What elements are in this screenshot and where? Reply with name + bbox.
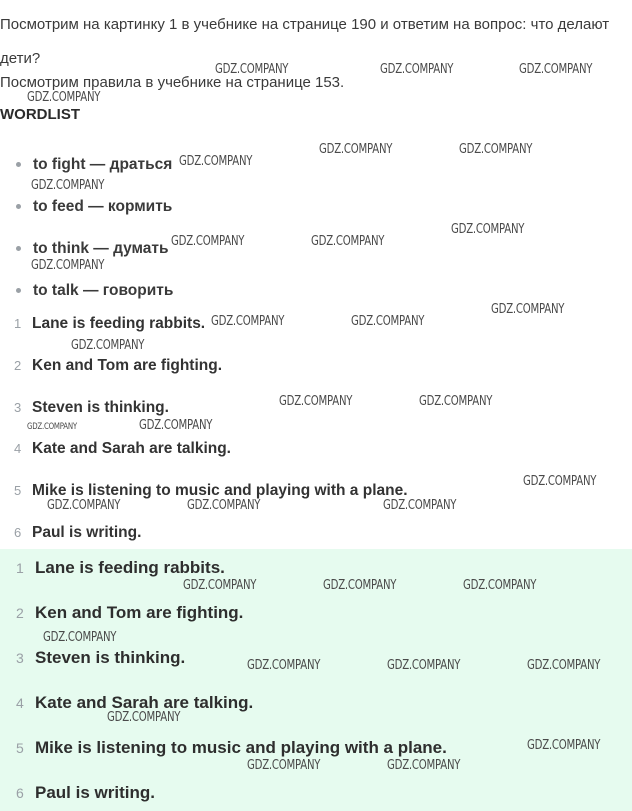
watermark: GDZ.COMPANY xyxy=(387,758,461,773)
wordlist-item-text: to feed — кормить xyxy=(33,198,173,215)
watermark: GDZ.COMPANY xyxy=(383,498,457,513)
answer-number: 6 xyxy=(16,785,24,801)
watermark: GDZ.COMPANY xyxy=(47,498,121,513)
watermark: GDZ.COMPANY xyxy=(380,62,454,77)
answer-text: Kate and Sarah are talking. xyxy=(35,693,254,712)
bullet-icon xyxy=(16,246,21,251)
bullet-icon xyxy=(16,204,21,209)
answer-number: 1 xyxy=(16,560,24,576)
watermark: GDZ.COMPANY xyxy=(31,258,105,273)
watermark: GDZ.COMPANY xyxy=(387,658,461,673)
sentence-number: 6 xyxy=(14,525,22,540)
answer-text: Mike is listening to music and playing with a plane. xyxy=(35,738,447,757)
wordlist-item-text: to talk — говорить xyxy=(33,282,174,299)
sentence-number: 1 xyxy=(14,316,22,331)
answer-item xyxy=(16,558,225,578)
watermark: GDZ.COMPANY xyxy=(183,578,257,593)
watermark: GDZ.COMPANY xyxy=(279,394,353,409)
watermark: GDZ.COMPANY xyxy=(215,62,289,77)
watermark: GDZ.COMPANY xyxy=(463,578,537,593)
watermark: GDZ.COMPANY xyxy=(459,142,533,157)
intro-task-text: Посмотрим на картинку 1 в учебнике на странице 190 и ответим на вопрос: что делают дети? xyxy=(0,16,610,67)
watermark: GDZ.COMPANY xyxy=(311,234,385,249)
watermark: GDZ.COMPANY xyxy=(323,578,397,593)
answer-item xyxy=(16,648,185,668)
sentence-text: Ken and Tom are fighting. xyxy=(32,357,223,374)
watermark: GDZ.COMPANY xyxy=(247,658,321,673)
wordlist-title: WORDLIST xyxy=(0,106,80,123)
watermark: GDZ.COMPANY xyxy=(527,658,601,673)
watermark: GDZ.COMPANY xyxy=(107,710,181,725)
watermark: GDZ.COMPANY xyxy=(31,178,105,193)
watermark: GDZ.COMPANY xyxy=(491,302,565,317)
answer-text: Paul is writing. xyxy=(35,783,155,802)
answer-number: 3 xyxy=(16,650,24,666)
sentence-text: Lane is feeding rabbits. xyxy=(32,315,206,332)
sentence-text: Steven is thinking. xyxy=(32,399,169,416)
watermark: GDZ.COMPANY xyxy=(419,394,493,409)
sentence-text: Mike is listening to music and playing with a plane. xyxy=(32,482,408,499)
wordlist-item-text: to think — думать xyxy=(33,240,169,257)
answer-item xyxy=(16,783,155,803)
answer-text: Lane is feeding rabbits. xyxy=(35,558,225,577)
sentence-item xyxy=(14,440,231,458)
wordlist-item-text: to fight — драться xyxy=(33,156,173,173)
watermark: GDZ.COMPANY xyxy=(527,738,601,753)
watermark: GDZ.COMPANY xyxy=(351,314,425,329)
watermark: GDZ.COMPANY xyxy=(179,154,253,169)
watermark: GDZ.COMPANY xyxy=(27,90,101,105)
answer-number: 5 xyxy=(16,740,24,756)
sentence-item xyxy=(14,357,222,375)
sentence-text: Paul is writing. xyxy=(32,524,142,541)
wordlist-item xyxy=(16,198,172,216)
wordlist-item xyxy=(16,282,173,300)
watermark: GDZ.COMPANY xyxy=(451,222,525,237)
answer-number: 2 xyxy=(16,605,24,621)
watermark: GDZ.COMPANY xyxy=(523,474,597,489)
wordlist-item xyxy=(16,240,169,258)
watermark: GDZ.COMPANY xyxy=(519,62,593,77)
answer-item xyxy=(16,603,243,623)
watermark: GDZ.COMPANY xyxy=(27,422,77,432)
watermark: GDZ.COMPANY xyxy=(319,142,393,157)
bullet-icon xyxy=(16,288,21,293)
answer-number: 4 xyxy=(16,695,24,711)
watermark: GDZ.COMPANY xyxy=(43,630,117,645)
sentence-number: 2 xyxy=(14,358,22,373)
watermark: GDZ.COMPANY xyxy=(139,418,213,433)
answer-text: Steven is thinking. xyxy=(35,648,186,667)
answer-text: Ken and Tom are fighting. xyxy=(35,603,244,622)
intro-rules-text: Посмотрим правила в учебнике на странице 153. xyxy=(0,74,345,91)
watermark: GDZ.COMPANY xyxy=(171,234,245,249)
watermark: GDZ.COMPANY xyxy=(71,338,145,353)
watermark: GDZ.COMPANY xyxy=(187,498,261,513)
sentence-text: Kate and Sarah are talking. xyxy=(32,440,231,457)
bullet-icon xyxy=(16,162,21,167)
watermark: GDZ.COMPANY xyxy=(211,314,285,329)
wordlist-item xyxy=(16,156,172,174)
sentence-item xyxy=(14,524,141,542)
answer-item xyxy=(16,738,447,758)
sentence-item xyxy=(14,315,205,333)
sentence-number: 4 xyxy=(14,441,22,456)
sentence-number: 3 xyxy=(14,400,22,415)
watermark: GDZ.COMPANY xyxy=(247,758,321,773)
sentence-item xyxy=(14,399,169,417)
sentence-number: 5 xyxy=(14,483,22,498)
